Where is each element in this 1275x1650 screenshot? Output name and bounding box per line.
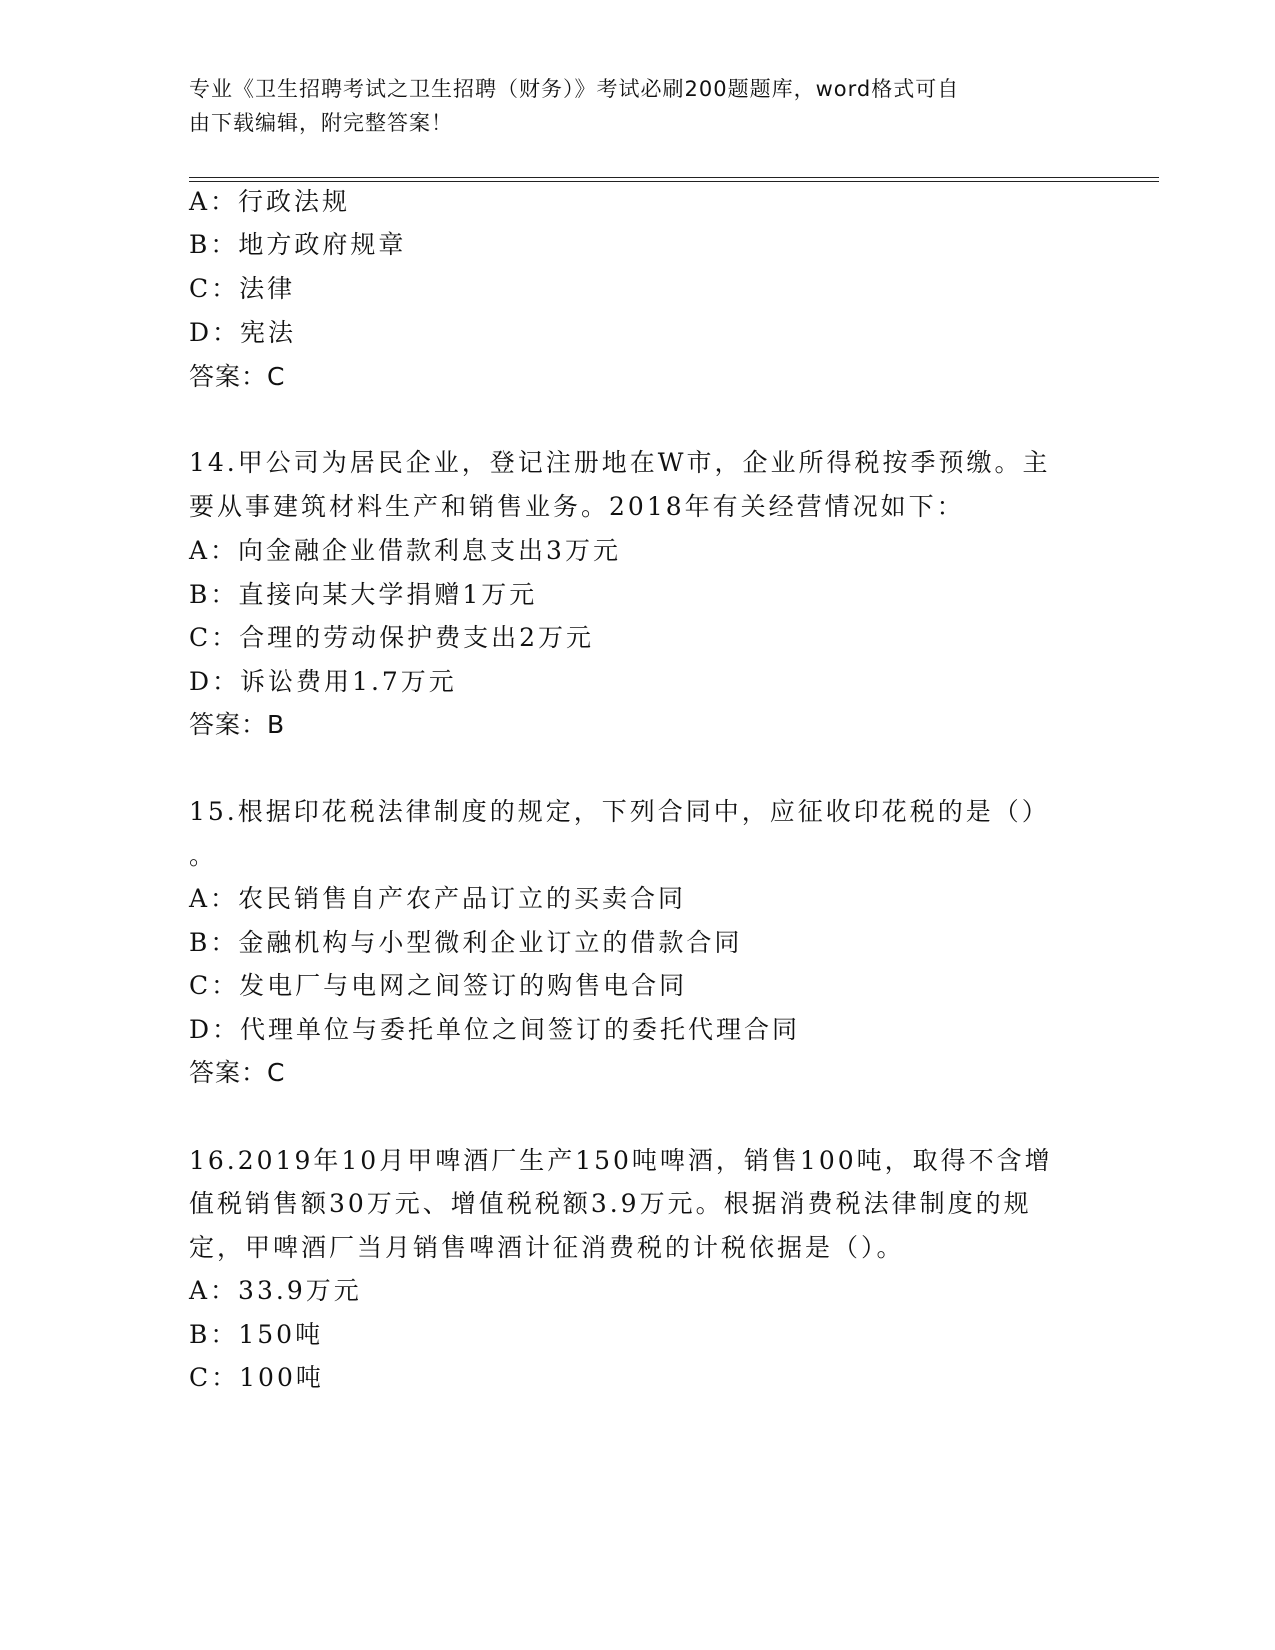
q16-option-b: B：150吨 xyxy=(189,1320,324,1349)
q14-answer: 答案：B xyxy=(189,710,286,739)
q16-option-c: C：100吨 xyxy=(189,1363,324,1392)
q16-option-a: A：33.9万元 xyxy=(189,1276,362,1305)
q16-stem-line-2: 值税销售额30万元、增值税税额3.9万元。根据消费税法律制度的规 xyxy=(189,1189,1032,1218)
q15-option-d: D：代理单位与委托单位之间签订的委托代理合同 xyxy=(189,1015,801,1044)
q15-option-c: C：发电厂与电网之间签订的购售电合同 xyxy=(189,971,688,1000)
q15-stem-line-2: 。 xyxy=(189,841,218,870)
q13-option-d: D：宪法 xyxy=(189,318,297,347)
q14-option-d: D：诉讼费用1.7万元 xyxy=(189,667,457,696)
q16-stem-line-1: 16.2019年10月甲啤酒厂生产150吨啤酒，销售100吨，取得不含增 xyxy=(189,1146,1053,1175)
q13-option-b: B：地方政府规章 xyxy=(189,230,407,259)
q15-answer: 答案：C xyxy=(189,1058,286,1087)
q13-option-c: C：法律 xyxy=(189,274,296,303)
q15-option-b: B：金融机构与小型微利企业订立的借款合同 xyxy=(189,928,743,957)
q13-answer: 答案：C xyxy=(189,362,286,391)
header-divider xyxy=(189,177,1159,182)
q16-stem-line-3: 定，甲啤酒厂当月销售啤酒计征消费税的计税依据是（）。 xyxy=(189,1233,905,1262)
page-header xyxy=(189,72,1069,140)
q14-stem-line-1: 14.甲公司为居民企业，登记注册地在W市，企业所得税按季预缴。主 xyxy=(189,448,1051,477)
q14-option-c: C：合理的劳动保护费支出2万元 xyxy=(189,623,595,652)
header-line-2: 由下载编辑，附完整答案！ xyxy=(189,111,453,135)
q15-stem-line-1: 15.根据印花税法律制度的规定，下列合同中，应征收印花税的是（） xyxy=(189,797,1050,826)
q14-option-b: B：直接向某大学捐赠1万元 xyxy=(189,580,538,609)
header-line-1: 专业《卫生招聘考试之卫生招聘（财务）》考试必刷200题题库，word格式可自 xyxy=(189,77,960,101)
q14-stem-line-2: 要从事建筑材料生产和销售业务。2018年有关经营情况如下： xyxy=(189,492,965,521)
q14-option-a: A：向金融企业借款利息支出3万元 xyxy=(189,536,621,565)
q15-option-a: A：农民销售自产农产品订立的买卖合同 xyxy=(189,884,687,913)
q13-option-a: A：行政法规 xyxy=(189,187,351,216)
